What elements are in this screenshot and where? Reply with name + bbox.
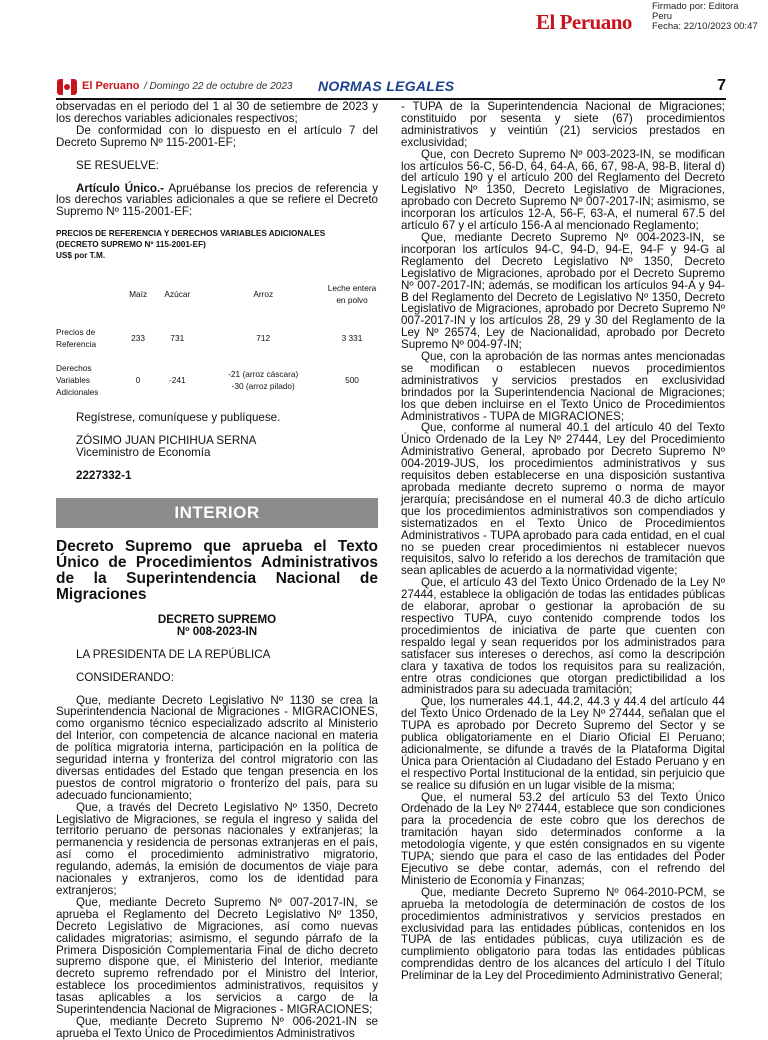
masthead-paper-name: El Peruano xyxy=(82,80,140,92)
masthead-section: NORMAS LEGALES xyxy=(318,78,455,94)
considering-heading: CONSIDERANDO: xyxy=(76,670,174,684)
table-caption xyxy=(56,228,378,261)
paragraph: Que, el numeral 53.2 del artículo 53 del Texto Único Ordenado de la Ley Nº 27444, establece que son condiciones para la procedencia de este cobro que los derechos de tramitación hayan sido determinados conforme a la metodología vigente, y que estén consignados en su vigente TUPA; siendo que para el caso de las entidades del Poder Ejecutivo se debe contar, además, con el refrendo del Ministerio de Economía y Finanzas; xyxy=(401,790,725,887)
paragraph: De conformidad con lo dispuesto en el artículo 7 del Decreto Supremo Nº 115-2001-EF; xyxy=(56,123,378,149)
table-cell: 0 xyxy=(135,375,141,386)
section-band: INTERIOR xyxy=(56,498,378,528)
table-cell: 712 xyxy=(256,333,271,344)
price-table xyxy=(56,270,378,404)
coat-of-arms-icon xyxy=(56,78,78,96)
article-paragraph xyxy=(56,183,378,219)
paragraph: Que, mediante Decreto Supremo Nº 006-2021-IN se aprueba el Texto Único de Procedimientos Administrativos xyxy=(56,1014,378,1040)
signer-role: Viceministro de Economía xyxy=(76,446,211,460)
document-code: 2227332-1 xyxy=(76,468,132,482)
signature-text xyxy=(652,2,758,32)
signer-name: ZÓSIMO JUAN PICHIHUA SERNA xyxy=(76,434,257,448)
table-cell-line: -30 (arroz pilado) xyxy=(231,381,295,392)
signature-logo: El Peruano xyxy=(536,10,632,34)
table-title-2: (DECRETO SUPREMO Nº 115-2001-EF) xyxy=(56,240,206,250)
table-row-label: Precios de Referencia xyxy=(56,327,97,350)
publish-line: Regístrese, comuníquese y publíquese. xyxy=(76,411,281,425)
table-cell: 500 xyxy=(345,375,359,386)
resolve-heading: SE RESUELVE: xyxy=(76,158,159,172)
table-cell-line: -21 (arroz cáscara) xyxy=(228,369,299,380)
paragraph: - TUPA de la Superintendencia Nacional de Migraciones; constituido por sesenta y siete (67) procedimientos administrativos y veintiún (21) servicios prestados en exclusividad; xyxy=(401,100,725,149)
table-title-1: PRECIOS DE REFERENCIA Y DERECHOS VARIABLES ADICIONALES xyxy=(56,229,326,239)
signature-line-1: Firmado por: Editora xyxy=(652,1,739,12)
decree-title: Decreto Supremo que aprueba el Texto Único de Procedimientos Administrativos de la Superintendencia Nacional de Migraciones xyxy=(56,537,378,603)
paragraph: Que, mediante Decreto Legislativo Nº 1130 se crea la Superintendencia Nacional de Migraciones - MIGRACIONES, como organismo técnico especializado adscrito al Ministerio del Interior, con competencia de alcance nacional en materia de política migratoria interna, participación en la política de seguridad interna y fronteriza del control migratorio con las diversas entidades del Estado que tengan presencia en los puestos de control migratorio o fronterizo del país, para su adecuado funcionamiento; xyxy=(56,693,378,802)
signature-line-2: Peru xyxy=(652,11,673,22)
table-cell: -241 xyxy=(169,375,186,386)
table-title-3: US$ por T.M. xyxy=(56,251,106,261)
page-number: 7 xyxy=(717,77,726,94)
president-line: LA PRESIDENTA DE LA REPÚBLICA xyxy=(76,647,271,661)
table-row xyxy=(56,358,378,404)
table-row-label: Derechos Variables Adicionales xyxy=(56,363,99,398)
paragraph: Que, conforme al numeral 40.1 del artículo 40 del Texto Único Ordenado de la Ley Nº 27444, Ley del Procedimiento Administrativo General, aprobado por Decreto Supremo Nº 004-2019-JUS, los procedimientos administrativos y sus requisitos deben establecerse en una disposición sustantiva aprobada mediante decreto supremo o norma de mayor jerarquía; precisándose en el numeral 40.3 de dicho artículo que los procedimientos administrativos son compendiados y sistematizados en el Texto Único de Procedimientos Administrativos - TUPA aprobado para cada entidad, en el cual no se pueden crear procedimientos ni establecer nuevos requisitos, salvo lo referido a los derechos de tramitación que sean aplicables de acuerdo a la normatividad vigente; xyxy=(401,421,725,578)
table-cell: 233 xyxy=(131,333,146,344)
paragraph: Que, con la aprobación de las normas antes mencionadas se modifican o establecen nuevos procedimientos administrativos y servicios prestados en exclusividad brindados por la Superintendencia Nacional de Migraciones; los que deben incluirse en el Texto Único de Procedimientos Administrativos - TUPA de MIGRACIONES; xyxy=(401,350,725,423)
article-label: Artículo Único.- xyxy=(76,181,165,195)
digital-signature xyxy=(0,0,768,38)
table-cell xyxy=(200,358,326,404)
left-column xyxy=(56,101,378,1040)
paragraph: observadas en el periodo del 1 al 30 de setiembre de 2023 y los derechos variables adicionales respectivos; xyxy=(56,100,378,125)
paragraph: Que, mediante Decreto Supremo Nº 007-2017-IN, se aprueba el Reglamento del Decreto Legislativo Nº 1350, Decreto Legislativo de Migraciones, así como nuevas calidades migratorias; asimismo, el segundo párrafo de la Primera Disposición Complementaria Final de dicho decreto supremo dispone que, el Ministerio del Interior, mediante decreto supremo refrendado por el Ministro del Interior, establece los procedimientos administrativos, requisitos y tasas aplicables a los servicios a cargo de la Superintendencia Nacional de Migraciones - MIGRACIONES; xyxy=(56,895,378,1017)
table-cell: 3 331 xyxy=(341,333,363,344)
signature-line-3: Fecha: 22/10/2023 00:47 xyxy=(652,21,758,32)
table-header: Leche entera en polvo xyxy=(327,283,377,306)
masthead-date: / Domingo 22 de octubre de 2023 xyxy=(144,81,293,92)
table-cell: 731 xyxy=(170,333,185,344)
table-header: Maíz xyxy=(129,289,148,300)
paragraph: Que, mediante Decreto Supremo Nº 004-2023-IN, se incorporan los artículos 94-C, 94-D, 94-E, 94-F y 94-G al Reglamento del Decreto Legislativo Nº 1350, Decreto Legislativo de Migraciones, aprobado por el Decreto Supremo Nº 007-2017-IN; además, se modifican los artículos 94-A y 94-B del Reglamento del Decreto de Legislativo Nº 1350, Decreto Legislativo de Migraciones, aprobado por Decreto Supremo Nº 007-2017-IN y los artículos 28, 29 y 30 del Reglamento de la Ley Nº 26574, Ley de Nacionalidad, aprobado por Decreto Supremo Nº 004-97-IN; xyxy=(401,230,725,352)
decree-number: Nº 008-2023-IN xyxy=(176,624,258,638)
paragraph: Que, mediante Decreto Supremo Nº 064-2010-PCM, se aprueba la metodología de determinación de costos de los procedimientos administrativos y servicios prestados en exclusividad para las entidades públicas, contenidos en los TUPA de las entidades públicas, cuya utilización es de cumplimiento obligatorio para todas las entidades públicas comprendidas dentro de los alcances del artículo I del Título Preliminar de la Ley del Procedimiento Administrativo General; xyxy=(401,885,725,983)
paragraph: Que, con Decreto Supremo Nº 003-2023-IN, se modifican los artículos 56-C, 56-D, 64, 64-A, 66, 67, 98-A, 98-B, literal d) del artículo 190 y el artículo 200 del Reglamento del Decreto Legislativo Nº 1350, Decreto Legislativo de Migraciones, aprobado con Decreto Supremo Nº 007-2017-IN; asimismo, se incorporan los artículos 12-A, 56-F, 63-A, el numeral 67.5 del artículo 67 y el artículo 156-A al mencionado Reglamento; xyxy=(401,147,725,233)
article-text: Apruébanse los precios de referencia y los derechos variables adicionales a que se refiere el Decreto Supremo Nº 115-2001-EF: xyxy=(56,181,378,219)
table-header: Arroz xyxy=(253,289,274,300)
paragraph: Que, a través del Decreto Legislativo Nº 1350, Decreto Legislativo de Migraciones, se regula el ingreso y salida del territorio peruano de personas nacionales y extranjeras; la permanencia y residencia de personas extranjeras en el país, así como el procedimiento administrativo migratorio, regulando, además, la emisión de documentos de viaje para nacionales y extranjeros, como los de identidad para extranjeros; xyxy=(56,800,378,897)
right-column xyxy=(401,101,725,982)
decree-label: DECRETO SUPREMO xyxy=(157,612,277,626)
paragraph: Que, los numerales 44.1, 44.2, 44.3 y 44.4 del artículo 44 del Texto Único Ordenado de la Ley Nº 27444, señalan que el TUPA es aprobado por Decreto Supremo del Sector y se publica obligatoriamente en el Diario Oficial El Peruano; adicionalmente, se difunde a través de la Plataforma Digital Única para Orientación al Ciudadano del Estado Peruano y en el respectivo Portal Institucional de la entidad, sin perjuicio que se realice su difusión en un lugar visible de la misma; xyxy=(401,695,725,792)
table-header: Azúcar xyxy=(164,289,191,300)
masthead xyxy=(56,76,726,98)
table-corner xyxy=(56,270,122,320)
table-row xyxy=(56,320,378,358)
paragraph: Que, el artículo 43 del Texto Único Ordenado de la Ley Nº 27444, establece la obligación de todas las entidades públicas de elaborar, aprobar o gestionar la aprobación de su respectivo TUPA, cuyo contenido comprende todos los procedimientos de iniciativa de parte que cuenten con respaldo legal y sean requeridos por los administrados para satisfacer sus intereses o derechos, así como la descripción clara y taxativa de todos los requisitos para su realización, entre otras condiciones que otorgan predictibilidad a los administrados para su adecuada tramitación; xyxy=(401,576,725,697)
